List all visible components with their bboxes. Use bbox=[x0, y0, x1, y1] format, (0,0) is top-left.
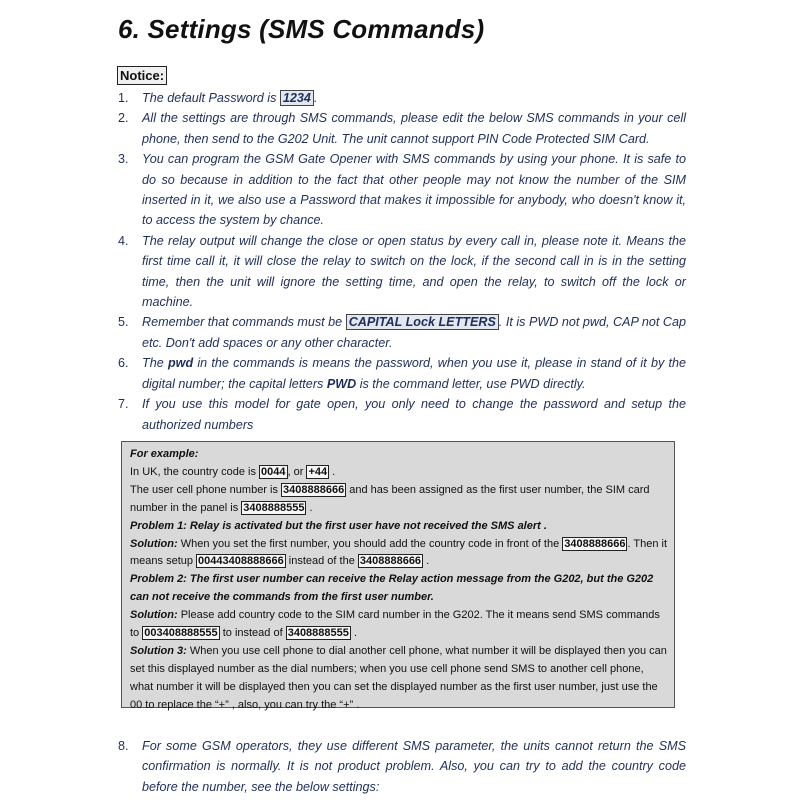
example-line: In UK, the country code is 0044 , or +44 . bbox=[130, 465, 336, 478]
number-box: 3408888666 bbox=[283, 483, 345, 496]
notice-label: Notice: bbox=[117, 66, 167, 85]
item-text: For some GSM operators, they use different SMS parameter, the units cannot return the SMS confirmation is normally. It is not product problem. Also, you can try to add the country code before the number, see the below settings: bbox=[142, 739, 686, 794]
item-number: 7. bbox=[118, 397, 129, 412]
item-text: The bbox=[142, 356, 168, 371]
number-box: 0044 bbox=[261, 465, 286, 478]
item-number: 6. bbox=[118, 356, 129, 371]
solution-3: Solution 3: When you use cell phone to dial another cell phone, what number it will be displayed then you can set this displayed number as the dial numbers; when you use cell phone send SMS to another cell phone, what number it will be displayed then you can set the displayed number as the first user number, just use the 00 to replace the “+” , also, you can try the “+” . bbox=[130, 644, 667, 711]
item-text: You can program the GSM Gate Opener with SMS commands by using your phone. It is safe to do so because in addition to the fact that other people may not know the number of the SIM inserted in it, we also use a Password that makes it impossible for anybody, who doesn't know it, to access the system by chance. bbox=[142, 152, 686, 228]
number-box: +44 bbox=[308, 465, 328, 478]
pwd-upper: PWD bbox=[326, 376, 357, 391]
item-text: All the settings are through SMS commands, please edit the below SMS commands in your cell phone, then send to the G202 Unit. The unit cannot support PIN Code Protected SIM Card. bbox=[142, 111, 686, 146]
item-number: 3. bbox=[118, 152, 129, 167]
list-item bbox=[118, 736, 686, 797]
password-highlight: 1234 bbox=[280, 90, 314, 106]
number-box: 3408888555 bbox=[243, 501, 305, 514]
list-item bbox=[118, 394, 686, 435]
item-text: is the command letter, use PWD directly. bbox=[356, 376, 586, 391]
problem-2: Problem 2: The first user number can receive the Relay action message from the G202, but the G202 can not receive the commands from the first user number. bbox=[130, 573, 654, 604]
item-text: . It is PWD not pwd, CAP not Cap etc. Don't add spaces or any other character. bbox=[142, 315, 686, 350]
list-item bbox=[118, 108, 686, 149]
number-box: 00443408888666 bbox=[198, 555, 284, 568]
list-item bbox=[118, 312, 686, 353]
list-item bbox=[118, 149, 686, 231]
problem-1: Problem 1: Relay is activated but the first user have not received the SMS alert . bbox=[130, 519, 547, 532]
item-text: in the commands is means the password, when you use it, please in stand of it by the digital number; the capital letters bbox=[142, 356, 686, 391]
number-box: 3408888666 bbox=[359, 555, 422, 568]
number-box: 3408888555 bbox=[287, 627, 349, 640]
item-number: 1. bbox=[118, 91, 129, 105]
example-line: The user cell phone number is 3408888666 and has been assigned as the first user number, the SIM card number in the panel is 3408888555 . bbox=[130, 483, 650, 514]
list-item bbox=[118, 353, 686, 394]
solution-1: Solution: When you set the first number, you should add the country code in front of the 3408888666 . Then it means setup 00443408888666 instead of the 3408888666 . bbox=[130, 537, 668, 568]
example-heading: For example: bbox=[130, 448, 199, 460]
item-number: 8. bbox=[118, 739, 129, 753]
pwd-lower: pwd bbox=[167, 356, 194, 371]
item-number: 4. bbox=[118, 233, 129, 248]
number-box: 003408888555 bbox=[144, 627, 218, 640]
notice-list bbox=[118, 88, 686, 435]
item-number: 2. bbox=[118, 111, 129, 126]
item-text: Remember that commands must be bbox=[142, 315, 346, 330]
notice-list-continued bbox=[118, 736, 686, 797]
list-item bbox=[118, 231, 686, 313]
item-number: 5. bbox=[118, 315, 129, 330]
list-item bbox=[118, 88, 686, 108]
item-text: The default Password is bbox=[142, 91, 280, 105]
number-box: 3408888666 bbox=[564, 537, 626, 550]
item-text: If you use this model for gate open, you only need to change the password and setup the authorized numbers bbox=[142, 397, 686, 432]
solution-2: Solution: Please add country code to the SIM card number in the G202. The it means send SMS commands to 003408888555 to instead of 3408888555 . bbox=[130, 609, 660, 640]
item-text: The relay output will change the close or open status by every call in, please note it. Means the first time call it, it will close the relay to switch on the lock, if the second call in is in the setting time, then the unit will ignore the setting time, and open the relay, to switch off the lock or machine. bbox=[142, 233, 686, 310]
capital-letters-highlight: CAPITAL Lock LETTERS bbox=[346, 314, 499, 330]
example-box bbox=[121, 441, 675, 711]
item-text: . bbox=[313, 91, 318, 105]
page-title: 6. Settings (SMS Commands) bbox=[118, 14, 485, 44]
